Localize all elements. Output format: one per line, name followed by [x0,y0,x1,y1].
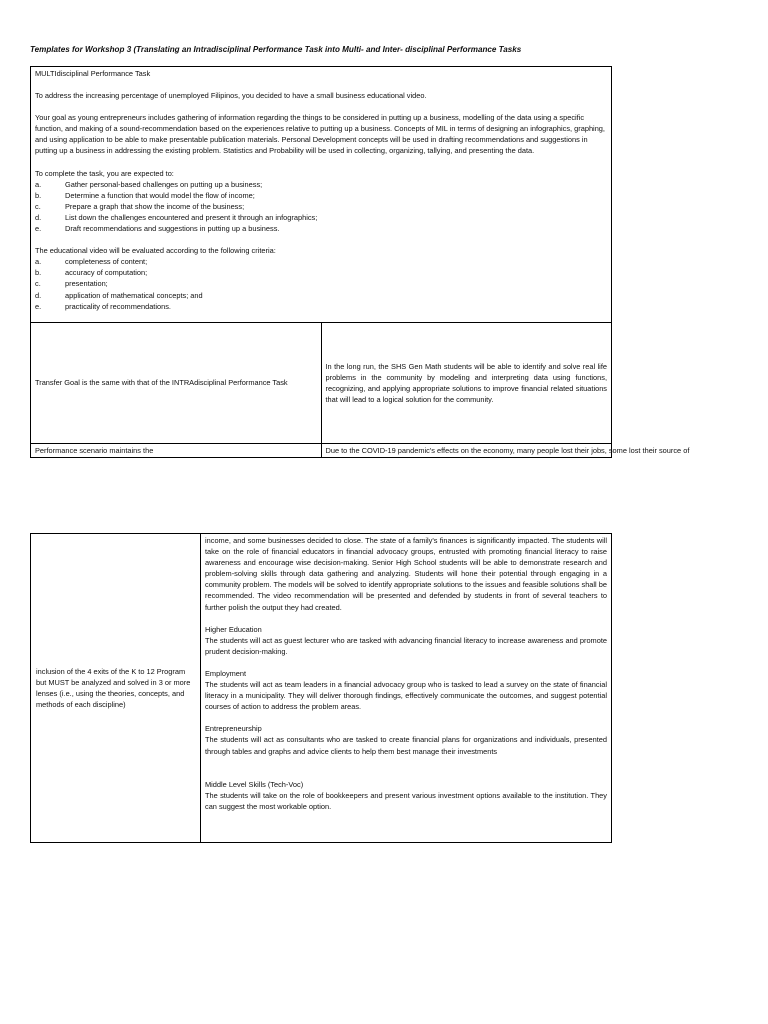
transfer-goal-row [31,323,612,444]
transfer-goal-label: Transfer Goal is the same with that of the INTRAdisciplinal Performance Task [31,323,322,444]
scenario-paragraph: income, and some businesses decided to close. The state of a family's finances is significantly impacted. The students will take on the role of financial educators in financial advocacy groups, entrusted with promoting financial literacy to raise awareness and encourage wise decision-making. Senior High School students will be able to demonstrate research and problem-solving skills through data gathering and analyzing. Students will hone their potential through engaging in a community problem. The models will be solved to identify appropriate solutions to the issues and feasible solutions shall be recommended. The video recommendation will be presented and defended by students in front of several teachers to further polish the output they had created. [205,536,607,612]
task-heading: MULTIdisciplinal Performance Task [35,69,151,78]
document-title: Templates for Workshop 3 (Translating an Intradisciplinal Performance Task into Multi- and Inter- disciplinal Performance Tasks [30,45,522,54]
scenario-cont-row [31,534,612,843]
list-item: e. Draft recommendations and suggestions in putting up a business. [35,224,280,234]
list-item: d. List down the challenges encountered and present it through an infographics; [35,212,318,222]
list-item: e. practicality of recommendations. [35,301,171,311]
task-cell [31,67,612,323]
exit-text-tech-voc: The students will take on the role of bookkeepers and present various investment options available to the institution. They can suggest the most workable option. [205,790,607,811]
scenario-row [31,444,612,458]
list-item: a. Gather personal-based challenges on putting up a business; [35,179,263,189]
expect-intro: To complete the task, you are expected to: [35,168,174,178]
exit-heading-higher-education: Higher Education [205,624,262,634]
exit-heading-tech-voc: Middle Level Skills (Tech-Voc) [205,779,304,789]
page-2-table [30,533,612,843]
criteria-list [35,256,607,311]
task-intro: To address the increasing percentage of unemployed Filipinos, you decided to have a small business educational video. [35,91,427,101]
list-item: d. application of mathematical concepts; and [35,290,203,300]
exit-heading-entrepreneurship: Entrepreneurship [205,724,262,734]
list-item: c. presentation; [35,279,108,289]
scenario-text-cont [201,534,612,843]
scenario-label-cont: inclusion of the 4 exits of the K to 12 Program but MUST be analyzed and solved in 3 or more lenses (i.e., using the theories, concepts, and methods of each discipline) [31,534,201,843]
exit-heading-employment: Employment [205,668,247,678]
exit-text-higher-education: The students will act as guest lecturer who are tasked with advancing financial literacy to increase awareness and promote prudent decision-making. [205,635,607,656]
criteria-intro: The educational video will be evaluated according to the following criteria: [35,246,276,256]
scenario-label: Performance scenario maintains the [31,444,322,458]
exit-text-entrepreneurship: The students will act as consultants who are tasked to create financial plans for organizations and individuals, presented through tables and graphs and advice clients to help them best manage their investments [205,735,607,756]
expectations-list [35,179,607,234]
exit-text-employment: The students will act as team leaders in a financial advocacy group who is tasked to lead a survey on the state of financial literacy in a municipality. They will deliver thorough findings, effectively communicate the outcomes, and suggest potential courses of action to address the problem areas. [205,680,607,712]
list-item: b. Determine a function that would model the flow of income; [35,190,255,200]
task-goal: Your goal as young entrepreneurs includes gathering of information regarding the things to be considered in putting up a business, modelling of the data using a specific function, and making of a sound-recommendation based on the experiences relative to putting up a business. Concepts of MIL in terms of designing an infographics, graphing, and using application to be able to make presentable publication materials. Personal Development concepts will be used in drafting recommendations and suggestions in putting up a business in addressing the existing problem. Statistics and Probability will be used in collecting, organizing, tallying, and presenting the data. [35,113,605,156]
task-row [31,67,612,323]
list-item: c. Prepare a graph that show the income of the business; [35,201,245,211]
page-1-table [30,66,690,458]
transfer-goal-text: In the long run, the SHS Gen Math students will be able to identify and solve real life problems in the community by modeling and interpreting data using functions, recognizing, and applying appropriate solutions to improve financial related situations that will lead to a logical solution for the community. [321,323,612,444]
list-item: b. accuracy of computation; [35,268,148,278]
scenario-text-start: Due to the COVID-19 pandemic's effects on the economy, many people lost their jobs, some lost their source of [321,444,612,458]
list-item: a. completeness of content; [35,257,148,267]
